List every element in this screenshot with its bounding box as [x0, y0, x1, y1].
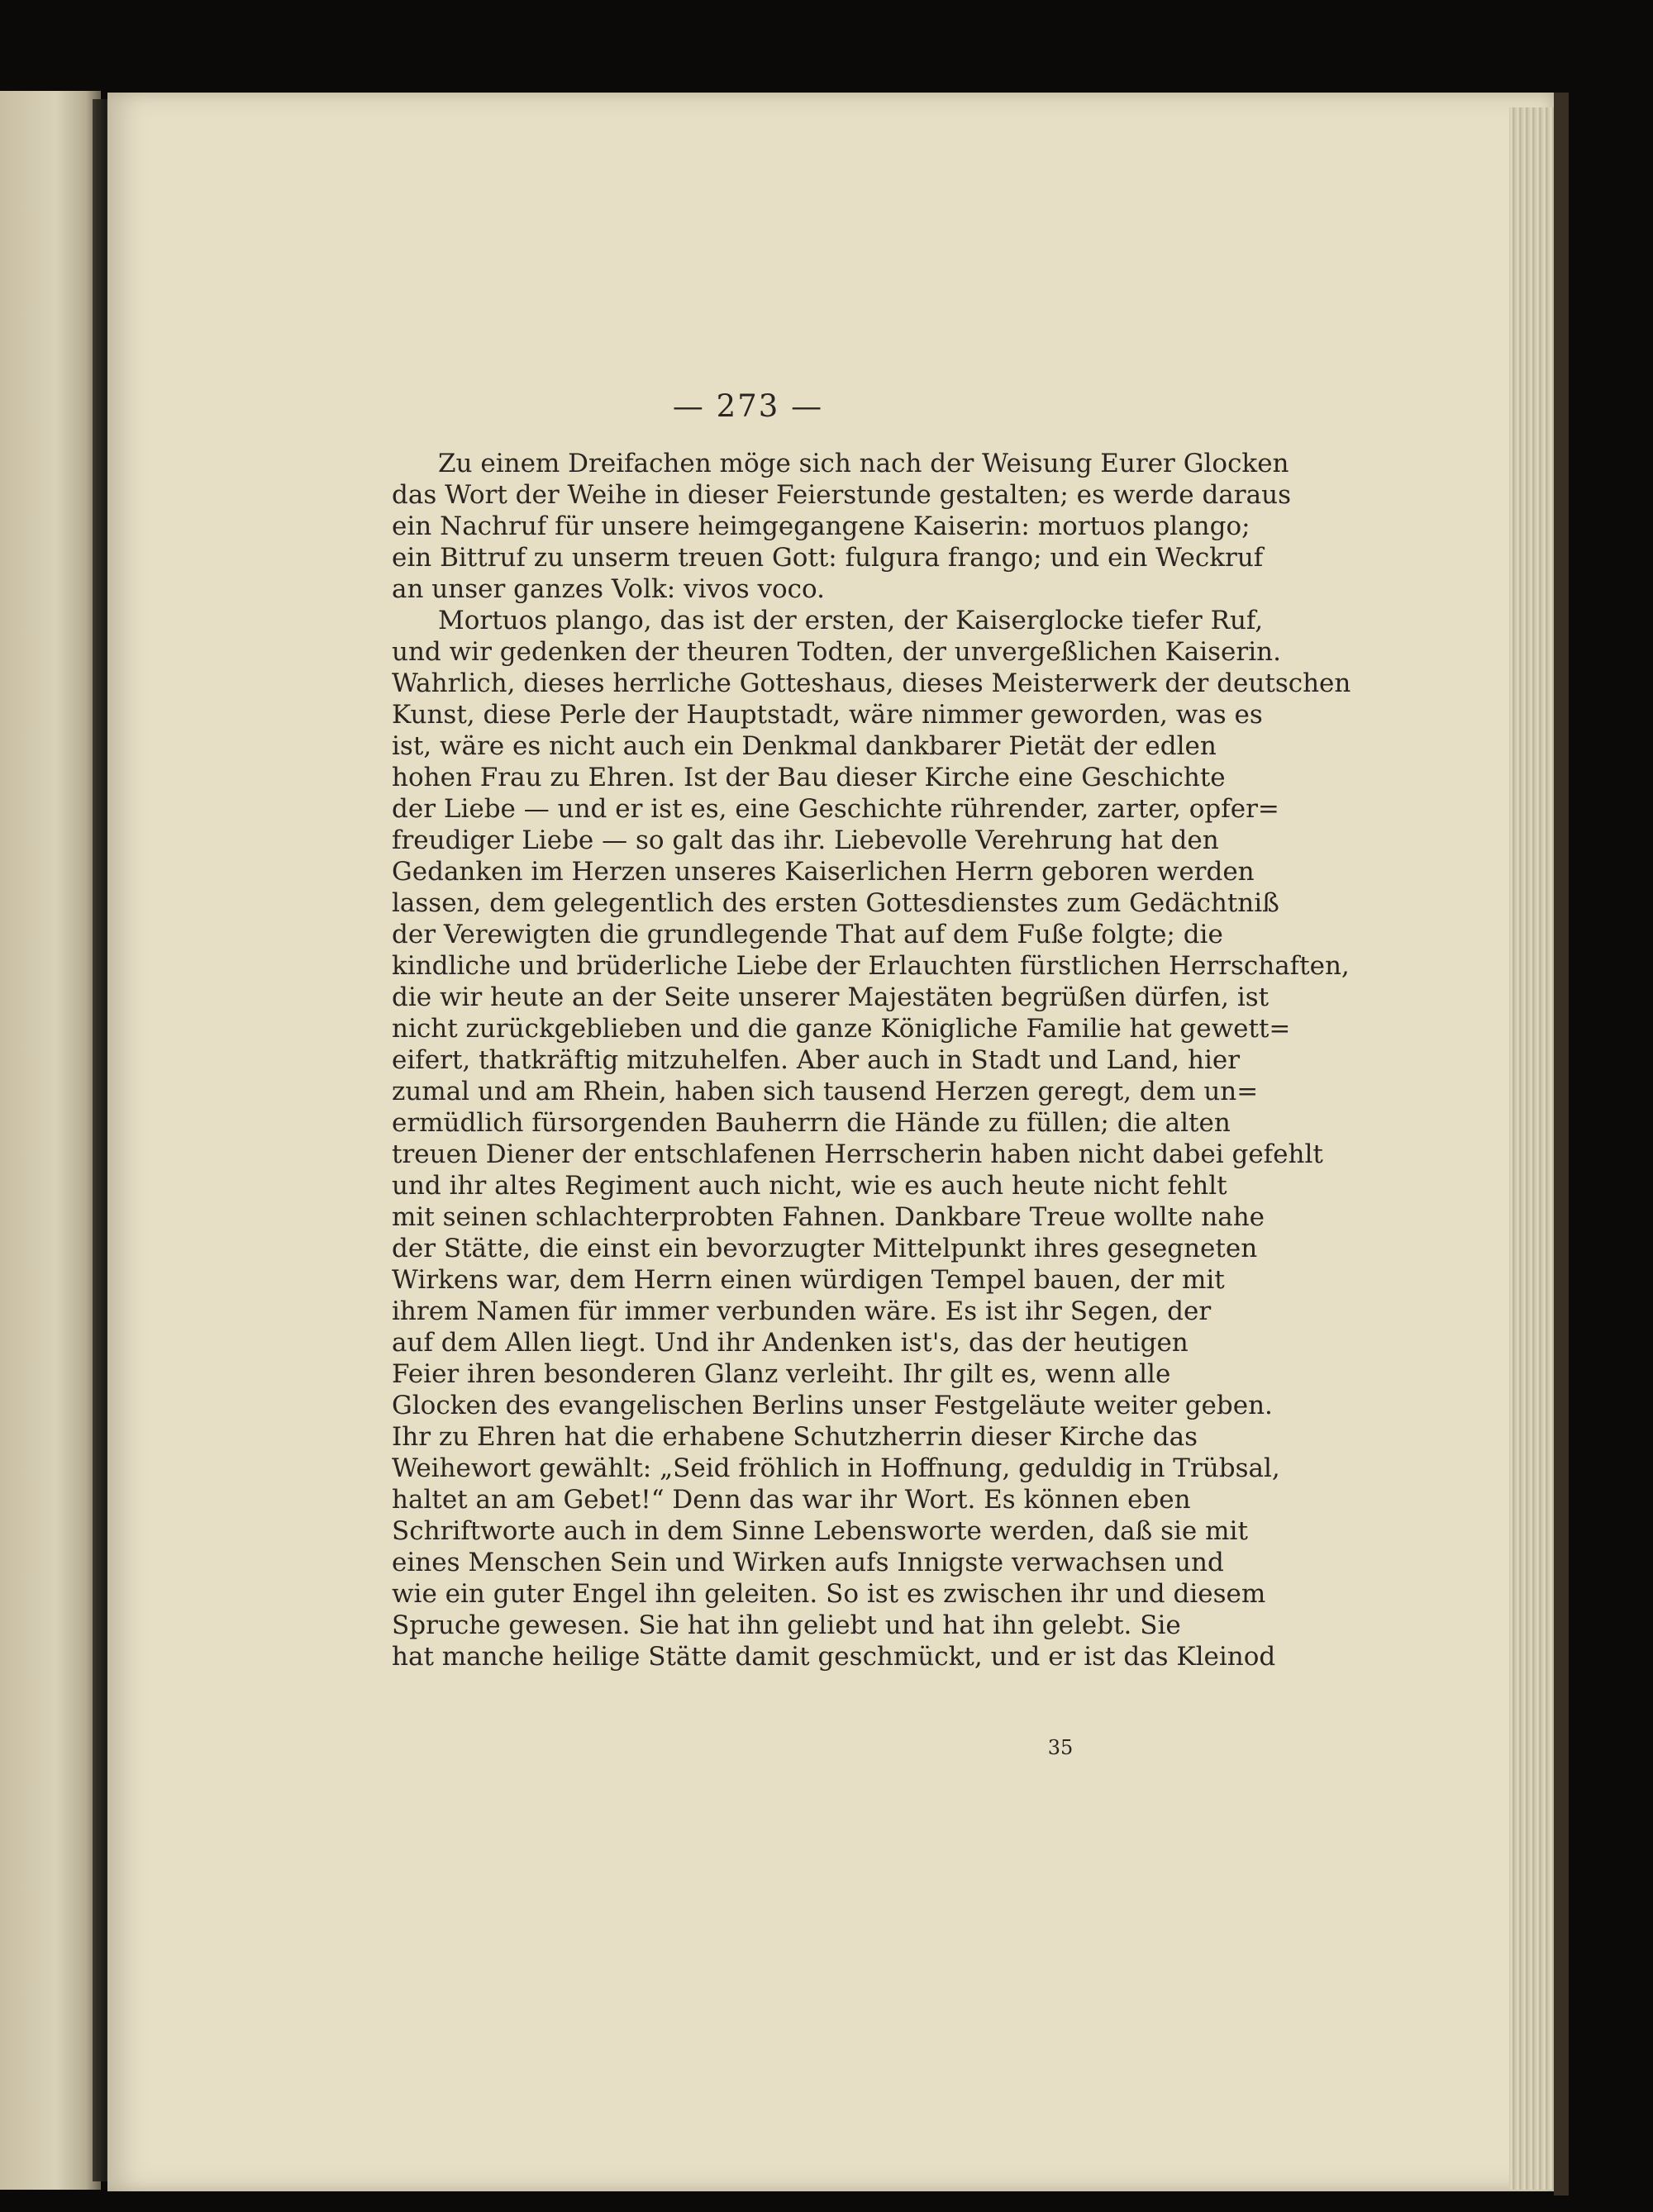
book-cover-edge	[1554, 93, 1569, 2195]
text-line: mit seinen schlachterprobten Fahnen. Dankbare Treue wollte nahe	[392, 1202, 1265, 1232]
text-line: Weihewort gewählt: „Seid fröhlich in Hoffnung, geduldig in Trübsal,	[392, 1453, 1280, 1483]
text-line: nicht zurückgeblieben und die ganze Königliche Familie hat gewett=	[392, 1014, 1291, 1044]
text-line: Wirkens war, dem Herrn einen würdigen Tempel bauen, der mit	[392, 1265, 1225, 1295]
text-line: hat manche heilige Stätte damit geschmückt, und er ist das Kleinod	[392, 1642, 1276, 1672]
text-line: ihrem Namen für immer verbunden wäre. Es ist ihr Segen, der	[392, 1296, 1212, 1326]
text-line: das Wort der Weihe in dieser Feierstunde gestalten; es werde daraus	[392, 480, 1291, 510]
text-line: lassen, dem gelegentlich des ersten Gottesdienstes zum Gedächtniß	[392, 888, 1279, 918]
facing-page-edge	[0, 91, 101, 2190]
text-line: ein Bittruf zu unserm treuen Gott: fulgura frango; und ein Weckruf	[392, 543, 1264, 573]
text-line: die wir heute an der Seite unserer Majestäten begrüßen dürfen, ist	[392, 982, 1270, 1012]
text-line: Kunst, diese Perle der Hauptstadt, wäre nimmer geworden, was es	[392, 700, 1263, 730]
text-line: auf dem Allen liegt. Und ihr Andenken ist's, das der heutigen	[392, 1328, 1189, 1358]
text-line: an unser ganzes Volk: vivos voco.	[392, 574, 825, 604]
text-line: eines Menschen Sein und Wirken aufs Innigste verwachsen und	[392, 1548, 1224, 1577]
text-line: hohen Frau zu Ehren. Ist der Bau dieser Kirche eine Geschichte	[392, 763, 1226, 792]
text-line: kindliche und brüderliche Liebe der Erlauchten fürstlichen Herrschaften,	[392, 951, 1350, 981]
text-line: Ihr zu Ehren hat die erhabene Schutzherrin dieser Kirche das	[392, 1422, 1198, 1452]
text-line: Schriftworte auch in dem Sinne Lebensworte werden, daß sie mit	[392, 1516, 1248, 1546]
text-line: der Liebe — und er ist es, eine Geschichte rührender, zarter, opfer=	[392, 794, 1279, 824]
text-line: wie ein guter Engel ihn geleiten. So ist es zwischen ihr und diesem	[392, 1579, 1266, 1609]
text-line: Feier ihren besonderen Glanz verleiht. Ihr gilt es, wenn alle	[392, 1359, 1171, 1389]
signature-mark: 35	[1047, 1736, 1074, 1759]
text-line: zumal und am Rhein, haben sich tausend Herzen geregt, dem un=	[392, 1077, 1259, 1106]
text-line: Glocken des evangelischen Berlins unser Festgeläute weiter geben.	[392, 1391, 1273, 1420]
page-number: — 273 —	[672, 388, 824, 424]
text-line: Spruche gewesen. Sie hat ihn geliebt und hat ihn gelebt. Sie	[392, 1610, 1181, 1640]
page-stack-edge	[1509, 107, 1560, 2190]
text-line: haltet an am Gebet!“ Denn das war ihr Wort. Es können eben	[392, 1485, 1191, 1515]
text-line: und wir gedenken der theuren Todten, der unvergeßlichen Kaiserin.	[392, 637, 1281, 667]
body-text	[392, 448, 1351, 1672]
text-line: Mortuos plango, das ist der ersten, der Kaiserglocke tiefer Ruf,	[438, 606, 1264, 635]
text-line: der Stätte, die einst ein bevorzugter Mittelpunkt ihres gesegneten	[392, 1234, 1258, 1263]
text-line: ein Nachruf für unsere heimgegangene Kaiserin: mortuos plango;	[392, 511, 1250, 541]
text-line: freudiger Liebe — so galt das ihr. Liebevolle Verehrung hat den	[392, 825, 1219, 855]
text-line: ermüdlich fürsorgenden Bauherrn die Hände zu füllen; die alten	[392, 1108, 1231, 1138]
text-line: und ihr altes Regiment auch nicht, wie es auch heute nicht fehlt	[392, 1171, 1227, 1201]
text-line: treuen Diener der entschlafenen Herrscherin haben nicht dabei gefehlt	[392, 1139, 1323, 1169]
text-line: Wahrlich, dieses herrliche Gotteshaus, dieses Meisterwerk der deutschen	[392, 668, 1351, 698]
text-line: eifert, thatkräftig mitzuhelfen. Aber auch in Stadt und Land, hier	[392, 1045, 1241, 1075]
text-line: Gedanken im Herzen unseres Kaiserlichen Herrn geboren werden	[392, 857, 1255, 887]
text-line: Zu einem Dreifachen möge sich nach der Weisung Eurer Glocken	[438, 449, 1289, 478]
text-line: ist, wäre es nicht auch ein Denkmal dankbarer Pietät der edlen	[392, 731, 1217, 761]
text-line: der Verewigten die grundlegende That auf dem Fuße folgte; die	[392, 920, 1223, 949]
